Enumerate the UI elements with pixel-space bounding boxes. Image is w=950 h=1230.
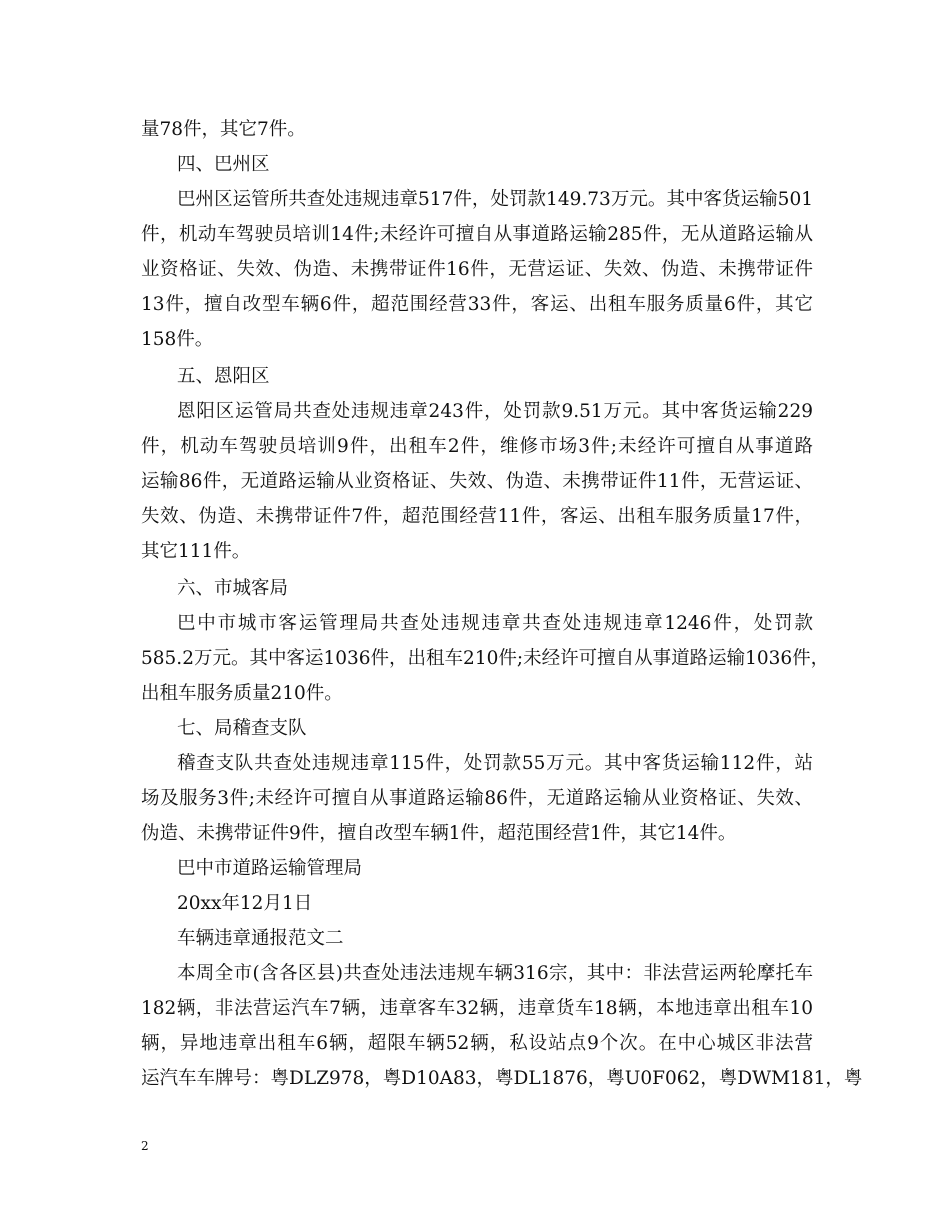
text-line-11: 运输86件，无道路运输从业资格证、失效、伪造、未携带证件11件，无营运证、	[141, 471, 813, 492]
sample-two-title: 车辆违章通报范文二	[177, 928, 344, 949]
text-line-6: 13件，擅自改型车辆6件，超范围经营33件，客运、出租车服务质量6件，其它	[141, 294, 813, 315]
section-heading-bazhou: 四、巴州区	[177, 154, 270, 175]
issue-date: 20xx年12月1日	[177, 893, 313, 914]
text-line-28: 运汽车车牌号：粤DLZ978，粤D10A83，粤DL1876，粤U0F062，粤DWM181，粤	[141, 1068, 863, 1089]
text-line-4: 件，机动车驾驶员培训14件;未经许可擅自从事道路运输285件，无从道路运输从	[141, 224, 813, 245]
text-line-13: 其它111件。	[141, 541, 251, 562]
text-line-27: 辆，异地违章出租车6辆，超限车辆52辆，私设站点9个次。在中心城区非法营	[141, 1033, 813, 1054]
text-line-5: 业资格证、失效、伪造、未携带证件16件，无营运证、失效、伪造、未携带证件	[141, 259, 813, 280]
text-line-1: 量78件，其它7件。	[141, 119, 306, 140]
text-line-3: 巴州区运管所共查处违规违章517件，处罚款149.73万元。其中客货运输501	[177, 189, 813, 210]
text-line-16: 585.2万元。其中客运1036件，出租车210件;未经许可擅自从事道路运输1036件，	[141, 648, 830, 669]
section-heading-enyang: 五、恩阳区	[177, 366, 270, 387]
text-line-25: 本周全市(含各区县)共查处违法违规车辆316宗，其中：非法营运两轮摩托车	[177, 963, 813, 984]
text-line-17: 出租车服务质量210件。	[141, 683, 343, 704]
text-line-9: 恩阳区运管局共查处违规违章243件，处罚款9.51万元。其中客货运输229	[177, 401, 813, 422]
text-line-26: 182辆，非法营运汽车7辆，违章客车32辆，违章货车18辆，本地违章出租车10	[141, 998, 813, 1019]
text-line-19: 稽查支队共查处违规违章115件，处罚款55万元。其中客货运输112件，站	[177, 753, 813, 774]
issuing-organization: 巴中市道路运输管理局	[177, 858, 363, 879]
section-heading-city-passenger-bureau: 六、市城客局	[177, 578, 289, 599]
text-line-7: 158件。	[141, 329, 214, 350]
text-line-21: 伪造、未携带证件9件，擅自改型车辆1件，超范围经营1件，其它14件。	[141, 823, 737, 844]
page-number: 2	[141, 1139, 149, 1153]
text-line-15: 巴中市城市客运管理局共查处违规违章共查处违规违章1246件，处罚款	[177, 613, 813, 634]
text-line-10: 件，机动车驾驶员培训9件，出租车2件，维修市场3件;未经许可擅自从事道路	[141, 436, 813, 457]
text-line-12: 失效、伪造、未携带证件7件，超范围经营11件，客运、出租车服务质量17件，	[141, 506, 813, 527]
section-heading-inspection-team: 七、局稽查支队	[177, 718, 307, 739]
text-line-20: 场及服务3件;未经许可擅自从事道路运输86件，无道路运输从业资格证、失效、	[141, 788, 813, 809]
